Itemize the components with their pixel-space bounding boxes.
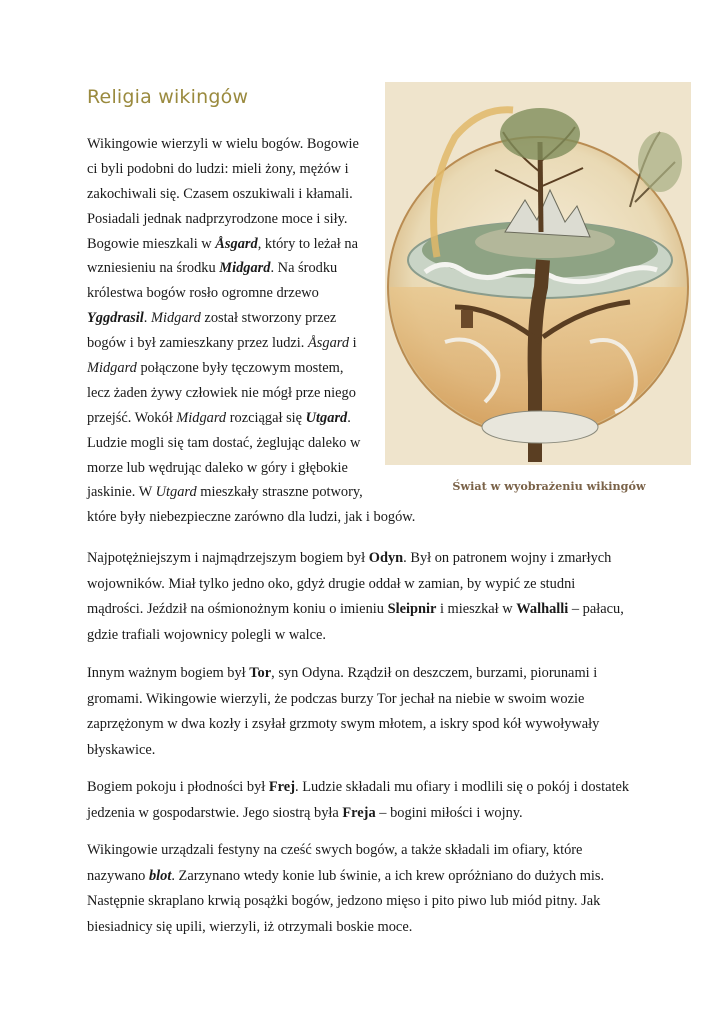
text-run: bogów i był zamieszkany przez ludzi.	[87, 335, 308, 352]
text-run: Frej	[268, 779, 295, 795]
text-run: Midgard	[87, 360, 137, 377]
text-line	[87, 775, 647, 801]
text-run: Tor	[249, 665, 272, 681]
text-run: wzniesieniu na środku	[87, 260, 220, 277]
text-run: jaskinie. W	[87, 484, 156, 501]
text-run: . Ludzie składali mu ofiary i modlili się o pokój i dostatek	[295, 779, 630, 795]
text-run: połączone były tęczowym mostem,	[136, 360, 344, 377]
text-run: Następnie skraplano krwią posążki bogów, jedzono mięso i pito piwo lub miód pitny. Jak	[87, 893, 601, 909]
text-run: królestwa bogów rosło ogromne drzewo	[87, 285, 319, 302]
text-line	[87, 505, 437, 530]
text-run: blot	[148, 867, 172, 884]
text-run: przejść. Wokół	[87, 409, 177, 426]
paragraph-tor	[87, 661, 647, 763]
world-tree-icon	[385, 82, 691, 465]
text-line	[87, 738, 647, 764]
paragraph-frej	[87, 775, 647, 826]
text-run: .	[143, 310, 151, 327]
figure-caption: Świat w wyobrażeniu wikingów	[452, 479, 646, 493]
text-run: , syn Odyna. Rządził on deszczem, burzami, piorunami i	[271, 665, 598, 681]
text-run: nazywano	[87, 867, 149, 884]
text-line	[87, 915, 647, 941]
text-run: Utgard	[305, 409, 348, 426]
text-line	[87, 712, 647, 738]
text-run: . Zarzynano wtedy konie lub świnie, a ich krew opróżniano do dużych mis.	[171, 867, 605, 884]
text-run: zakochiwali się. Czasem oszukiwali i kłamali.	[87, 185, 353, 202]
text-run: , który to leżał na	[257, 235, 358, 252]
text-run: Odyn	[368, 550, 404, 566]
text-run: biesiadnicy się upili, wierzyli, iż otrzymali boskie moce.	[87, 918, 413, 935]
text-run: .	[347, 409, 351, 426]
text-run: lecz żaden żywy człowiek nie mógł prze niego	[87, 384, 356, 401]
text-line	[87, 801, 647, 827]
text-run: Åsgard	[215, 235, 258, 252]
text-run: . Był on patronem wojny i zmarłych	[403, 550, 612, 566]
text-line	[87, 838, 647, 864]
document-title: Religia wikingów	[87, 86, 249, 108]
text-run: Åsgard	[307, 335, 350, 352]
text-run: Midgard	[219, 260, 271, 277]
text-run: Sleipnir	[387, 601, 437, 617]
text-run: ci byli podobni do ludzi: mieli żony, mężów i	[87, 160, 349, 177]
text-run: i	[349, 335, 357, 352]
text-line	[87, 864, 647, 890]
text-run: jedzenia w gospodarstwie. Jego siostrą była	[87, 804, 343, 821]
text-run: Wikingowie wierzyli w wielu bogów. Bogowie	[87, 136, 359, 152]
text-line	[87, 687, 647, 713]
text-run: – bogini miłości i wojny.	[375, 804, 523, 821]
text-run: Midgard	[176, 409, 227, 426]
text-run: Yggdrasil	[87, 310, 144, 327]
text-line	[87, 597, 647, 623]
text-run: Utgard	[155, 484, 197, 501]
text-run: rozciągał się	[226, 409, 306, 426]
text-run: został stworzony przez	[200, 310, 337, 327]
text-run: i mieszkał w	[436, 601, 517, 617]
text-run: zaprzężonym w dwa kozły i zsyłał grzmoty swym młotem, a iskry spod kół wywoływały	[87, 716, 600, 732]
text-run: Walhalli	[516, 601, 569, 617]
text-line	[87, 572, 647, 598]
text-run: mieszkały straszne potwory,	[196, 484, 363, 501]
text-run: Najpotężniejszym i najmądrzejszym bogiem był	[87, 550, 369, 566]
text-run: morze lub wędrując daleko w góry i głębokie	[87, 459, 348, 476]
paragraph-blot	[87, 838, 647, 940]
text-run: Posiadali jednak nadprzyrodzone moce i siły.	[87, 210, 348, 227]
text-run: które były niebezpieczne zarówno dla ludzi, jak i bogów.	[87, 509, 416, 526]
text-run: Midgard	[150, 310, 201, 327]
text-run: Bogiem pokoju i płodności był	[87, 779, 269, 795]
text-run: błyskawice.	[87, 741, 156, 758]
text-run: Bogowie mieszkali w	[87, 235, 216, 252]
text-run: wojowników. Miał tylko jedno oko, gdyż drugie oddał w zamian, by wypić ze studni	[87, 575, 576, 592]
text-run: . Na środku	[270, 260, 338, 277]
text-run: mądrości. Jeździł na ośmionożnym koniu o imieniu	[87, 601, 388, 617]
text-run: Freja	[342, 804, 376, 821]
text-line	[87, 623, 647, 649]
text-run: gromami. Wikingowie wierzyli, że podczas burzy Tor jechał na niebie w swoim wozie	[87, 690, 585, 707]
text-line	[87, 889, 647, 915]
text-run: Innym ważnym bogiem był	[87, 665, 250, 681]
text-line	[87, 546, 647, 572]
paragraph-odyn	[87, 546, 647, 648]
text-run: Wikingowie urządzali festyny na cześć swych bogów, a także składali im ofiary, które	[87, 842, 583, 858]
text-run: – pałacu,	[568, 601, 624, 617]
text-run: gdzie trafiali wojownicy polegli w walce.	[87, 626, 326, 643]
text-run: Ludzie mogli się tam dostać, żeglując daleko w	[87, 434, 361, 451]
yggdrasil-illustration	[385, 82, 691, 465]
text-line	[87, 661, 647, 687]
